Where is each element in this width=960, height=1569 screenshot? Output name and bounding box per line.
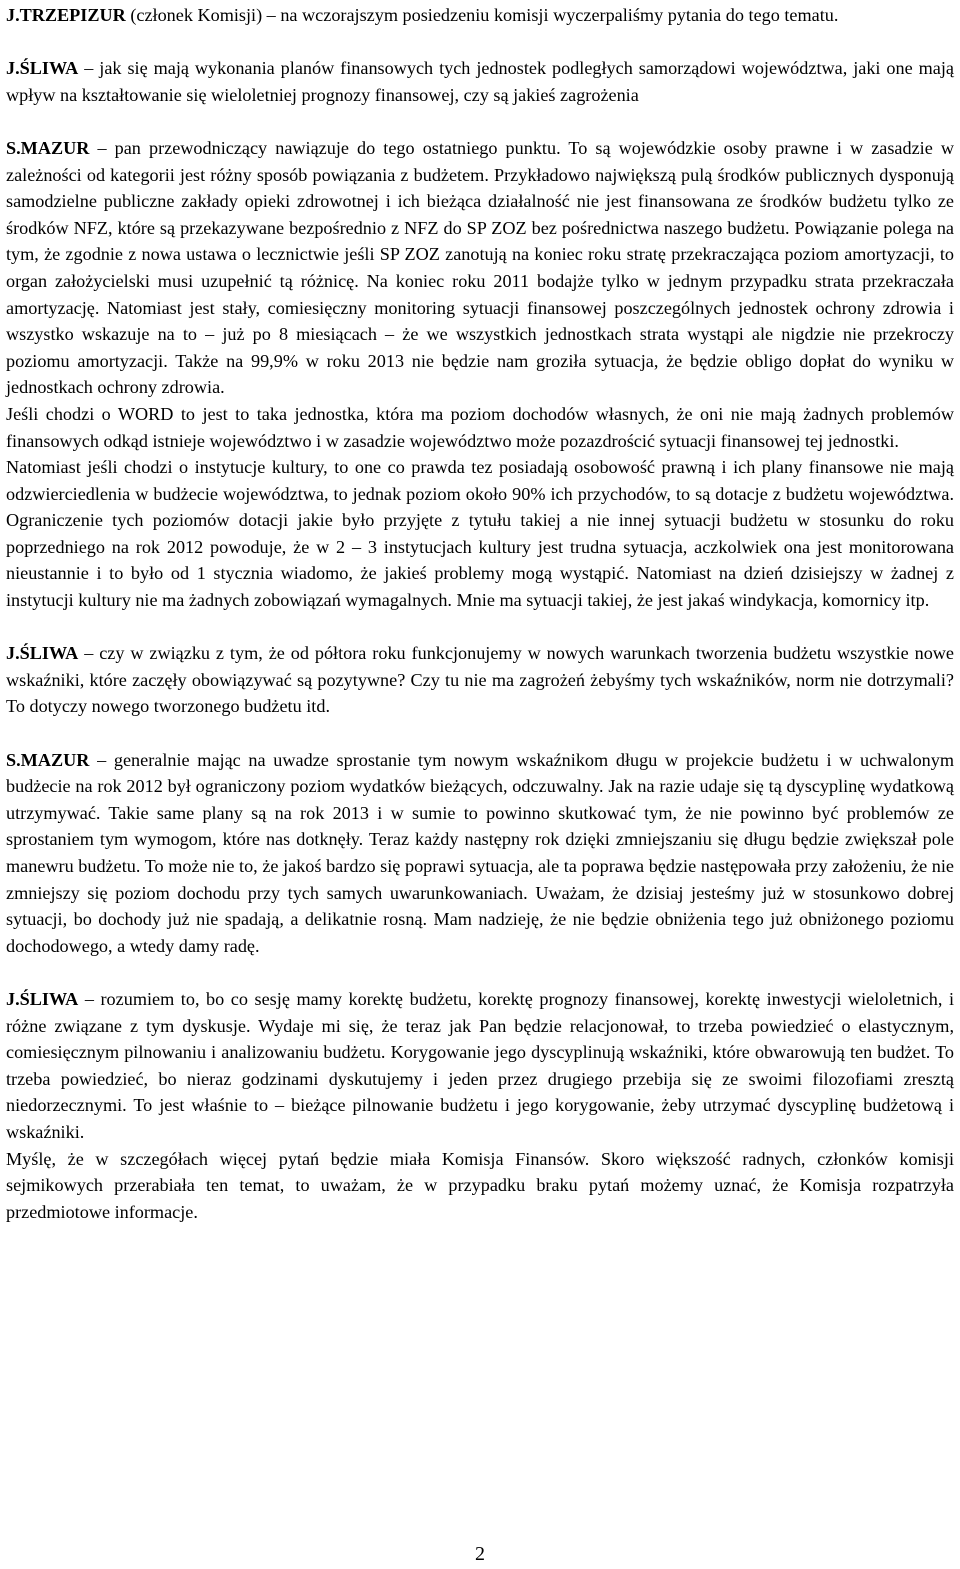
speaker-name: J.ŚLIWA	[6, 988, 79, 1009]
paragraph-sliwa-question	[6, 55, 954, 108]
paragraph-text: (członek Komisji) – na wczorajszym posiedzeniu komisji wyczerpaliśmy pytania do tego tematu.	[125, 5, 839, 25]
paragraph-mazur-answer	[6, 135, 954, 401]
paragraph-text: Natomiast jeśli chodzi o instytucje kultury, to one co prawda tez posiadają osobowość prawną i ich plany finansowe nie mają odzwierciedlenia w budżecie województwa, to jednak poziom około 90% ich przychodów, to są dotacje z budżetu województwa. Ograniczenie tych poziomów dotacji jakie było przyjęte z tytułu takiej a nie innej sytuacji budżetu w stosunku do roku poprzedniego na rok 2012 powoduje, że w 2 – 3 instytucjach kultury jest trudna sytuacja, aczkolwiek ona jest monitorowana nieustannie i to było od 1 stycznia wiadomo, że jakieś problemy mogą wystąpić. Natomiast na dzień dzisiejszy w żadnej z instytucji kultury nie ma żadnych zobowiązań wymagalnych. Mnie ma sytuacji takiej, że jest jakaś windykacja, komornicy itp.	[6, 457, 954, 611]
paragraph-text: – jak się mają wykonania planów finansowych tych jednostek podległych samorządowi województwa, jaki one mają wpływ na kształtowanie się wieloletniej prognozy finansowej, czy są jakieś zagrożenia	[6, 58, 954, 105]
paragraph-text: Jeśli chodzi o WORD to jest to taka jednostka, która ma poziom dochodów własnych, że oni nie mają żadnych problemów finansowych odkąd istnieje województwo i w zasadzie województwo może pozazdrościć sytuacji finansowej tej jednostki.	[6, 403, 954, 451]
paragraph-sliwa-indicators	[6, 640, 954, 720]
paragraph-culture-institutions	[6, 454, 954, 614]
document-page	[6, 2, 954, 1225]
speaker-name: J.TRZEPIZUR	[6, 5, 126, 25]
paragraph-text: – rozumiem to, bo co sesję mamy korektę budżetu, korektę prognozy finansowej, korektę inwestycji wieloletnich, i różne związane z tym dyskusje. Wydaje mi się, że teraz jak Pan będzie relacjonował, to trzeba powiedzieć o elastycznym, comiesięcznym pilnowaniu i analizowaniu budżetu. Korygowanie jego dyscyplinują wskaźniki, które obwarowują ten budżet. To trzeba powiedzieć, bo nieraz godzinami dyskutujemy i jeden przez drugiego przebija się ze swoimi filozofiami zresztą niedorzecznymi. To jest właśnie to – bieżące pilnowanie budżetu i jego korygowanie, żeby utrzymać dyscyplinę budżetową i wskaźniki.	[6, 988, 954, 1142]
paragraph-word	[6, 401, 954, 454]
paragraph-text: – pan przewodniczący nawiązuje do tego ostatniego punktu. To są wojewódzkie osoby prawne i w zasadzie w zależności od kategorii jest różny sposób powiązania z budżetem. Przykładowo największą pulą środków publicznych dysponują samodzielne publiczne zakłady opieki zdrowotnej i ich bieżąca działalność nie jest finansowana ze środków budżetu tylko ze środków NFZ, które są przekazywane bezpośrednio z NFZ do SP ZOZ bez pośrednictwa naszego budżetu. Powiązanie polega na tym, że zgodnie z nowa ustawa o lecznictwie jeśli SP ZOZ zanotują na koniec roku stratę przekraczająca poziom amortyzacji, to organ założycielski musi uzupełnić tą różnicę. Na koniec roku 2011 bodajże tylko w jednym przypadku strata przekraczała amortyzację. Natomiast jest stały, comiesięczny monitoring sytuacji finansowej poszczególnych jednostek ochrony zdrowia i wszystko wskazuje na to – już po 8 miesiącach – że we wszystkich jednostkach strata wystąpi ale nigdzie nie przekroczy poziomu amortyzacji. Także na 99,9% w roku 2013 nie będzie nam groziła sytuacja, że będzie obligo dopłat do wyniku w jednostkach ochrony zdrowia.	[6, 137, 954, 398]
paragraph-sliwa-corrections	[6, 986, 954, 1146]
page-number: 2	[475, 1543, 485, 1565]
paragraph-text: – czy w związku z tym, że od półtora roku funkcjonujemy w nowych warunkach tworzenia budżetu wszystkie nowe wskaźniki, które zaczęły obowiązywać są pozytywne? Czy tu nie ma zagrożeń żebyśmy tych wskaźników, norm nie dotrzymali? To dotyczy nowego tworzonego budżetu itd.	[6, 643, 954, 717]
paragraph-trzepizur	[6, 2, 954, 29]
speaker-name: J.ŚLIWA	[6, 643, 79, 664]
speaker-name: S.MAZUR	[6, 137, 90, 158]
paragraph-text: Myślę, że w szczegółach więcej pytań będzie miała Komisja Finansów. Skoro większość radnych, członków komisji sejmikowych przerabiała ten temat, to uważam, że w przypadku braku pytań możemy uznać, że Komisja rozpatrzyła przedmiotowe informacje.	[6, 1148, 954, 1222]
speaker-name: J.ŚLIWA	[6, 58, 79, 79]
paragraph-mazur-budget	[6, 747, 954, 960]
paragraph-text: – generalnie mając na uwadze sprostanie tym nowym wskaźnikom długu w projekcie budżetu i w uchwalonym budżecie na rok 2012 był ograniczony poziom wydatków bieżących, odczuwalny. Jak na razie udaje się tą dyscyplinę wydatkową utrzymywać. Takie same plany są na rok 2013 i w sumie to powinno skutkować tym, że nie powinno być problemów ze sprostaniem tym wymogom, które nas dotknęły. Teraz każdy następny rok dzięki zmniejszaniu się długu będzie zwiększał pole manewru budżetu. To może nie to, że jakoś bardzo się poprawi sytuacja, ale ta poprawa będzie następowała przy założeniu, że nie zmniejszy się poziom dochodu przy tych samych uwarunkowaniach. Uważam, że dzisiaj jesteśmy już w stosunkowo dobrej sytuacji, bo dochody już nie spadają, a delikatnie rosną. Mam nadzieję, że nie będzie obniżenia tego już obniżonego poziomu dochodowego, a wtedy damy radę.	[6, 749, 954, 956]
paragraph-closing	[6, 1146, 954, 1226]
speaker-name: S.MAZUR	[6, 749, 90, 770]
